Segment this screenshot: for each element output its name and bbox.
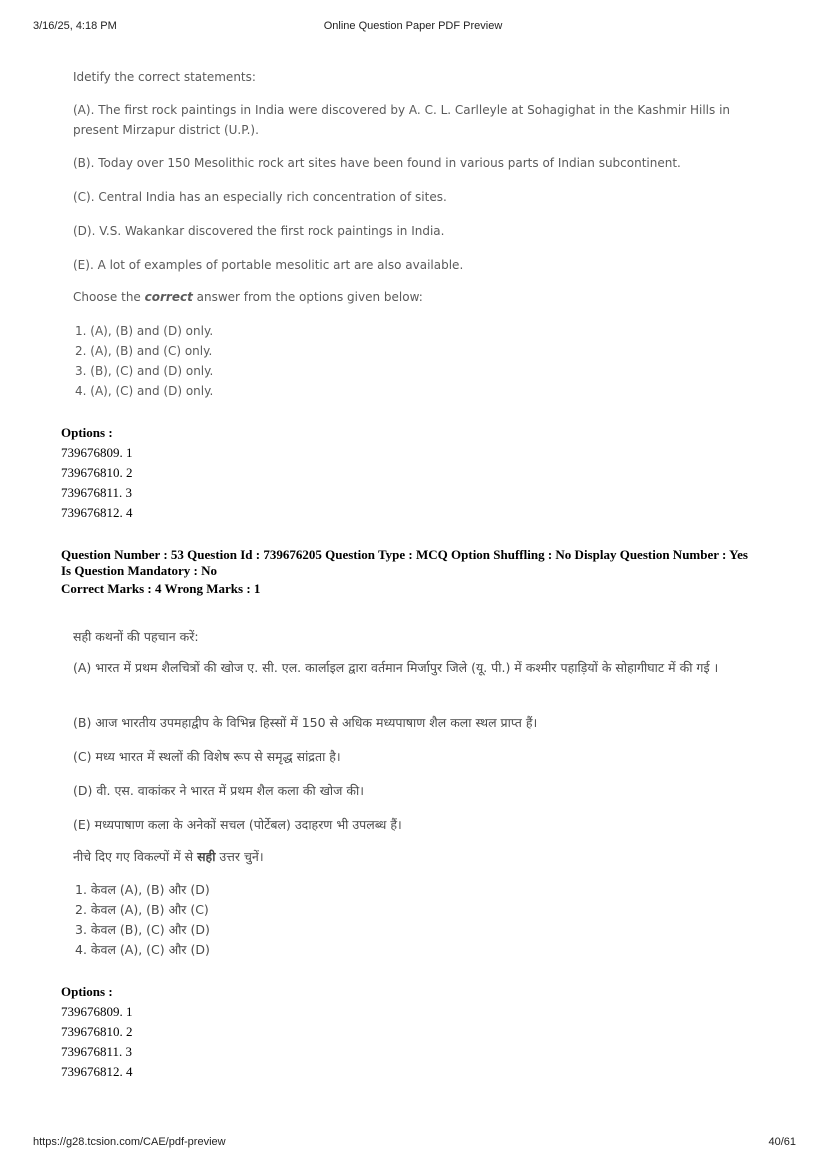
options-label: Options : <box>61 984 113 999</box>
option-item: 739676809. 1 <box>61 445 133 460</box>
choose-instruction: Choose the correct answer from the options given below: <box>73 290 423 304</box>
choice-3: 3. (B), (C) and (D) only. <box>75 364 214 378</box>
statement-b: (B). Today over 150 Mesolithic rock art sites have been found in various parts of Indian subcontinent. <box>73 156 681 170</box>
choice-2: 2. (A), (B) and (C) only. <box>75 344 213 358</box>
options-list <box>61 443 133 523</box>
question-meta-line: Question Number : 53 Question Id : 739676205 Question Type : MCQ Option Shuffling : No Display Question Number : Yes <box>61 547 748 562</box>
statement-d: (D) वी. एस. वाकांकर ने भारत में प्रथम शैल कला की खोज की। <box>73 783 364 798</box>
option-item: 739676812. 4 <box>61 1064 133 1079</box>
statement-c: (C) मध्य भारत में स्थलों की विशेष रूप से समृद्ध सांद्रता है। <box>73 749 341 764</box>
question-prompt: सही कथनों की पहचान करें: <box>73 629 199 644</box>
choice-3: 3. केवल (B), (C) और (D) <box>75 922 210 937</box>
question-prompt: Idetify the correct statements: <box>73 70 256 84</box>
choice-4: 4. केवल (A), (C) और (D) <box>75 942 210 957</box>
print-url: https://g28.tcsion.com/CAE/pdf-preview <box>33 1136 226 1148</box>
page-number: 40/61 <box>768 1136 796 1148</box>
statement-a: (A). The first rock paintings in India were discovered by A. C. L. Carlleyle at Sohagighat in the Kashmir Hills in present Mirzapur district (U.P.). <box>73 103 731 137</box>
question-53-meta <box>61 547 781 597</box>
option-item: 739676811. 3 <box>61 485 133 500</box>
option-item: 739676810. 2 <box>61 465 133 480</box>
option-item: 739676811. 3 <box>61 1044 133 1059</box>
option-item: 739676809. 1 <box>61 1004 133 1019</box>
question-marks: Correct Marks : 4 Wrong Marks : 1 <box>61 581 261 596</box>
options-list <box>61 1002 133 1082</box>
choice-4: 4. (A), (C) and (D) only. <box>75 384 214 398</box>
statement-a: (A) भारत में प्रथम शैलचित्रों की खोज ए. सी. एल. कार्लाइल द्वारा वर्तमान मिर्जापुर जिले (यू. पी.) में कश्मीर पहाड़ियों के सोहागीघाट में की गई । <box>73 660 719 675</box>
choice-1: 1. (A), (B) and (D) only. <box>75 324 214 338</box>
print-title: Online Question Paper PDF Preview <box>323 20 503 32</box>
option-item: 739676810. 2 <box>61 1024 133 1039</box>
choose-instruction: नीचे दिए गए विकल्पों में से सही उत्तर चुनें। <box>73 849 264 864</box>
statement-d: (D). V.S. Wakankar discovered the first rock paintings in India. <box>73 224 445 238</box>
statement-c: (C). Central India has an especially rich concentration of sites. <box>73 190 447 204</box>
option-item: 739676812. 4 <box>61 505 133 520</box>
choice-2: 2. केवल (A), (B) और (C) <box>75 902 209 917</box>
statement-e: (E) मध्यपाषाण कला के अनेकों सचल (पोर्टेबल) उदाहरण भी उपलब्ध हैं। <box>73 817 402 832</box>
statement-b: (B) आज भारतीय उपमहाद्वीप के विभिन्न हिस्सों में 150 से अधिक मध्यपाषाण शैल कला स्थल प्राप्त हैं। <box>73 715 538 730</box>
question-mandatory: Is Question Mandatory : No <box>61 563 218 578</box>
options-label: Options : <box>61 425 113 440</box>
print-datetime: 3/16/25, 4:18 PM <box>33 20 117 32</box>
statement-e: (E). A lot of examples of portable mesolitic art are also available. <box>73 258 464 272</box>
choice-1: 1. केवल (A), (B) और (D) <box>75 882 210 897</box>
